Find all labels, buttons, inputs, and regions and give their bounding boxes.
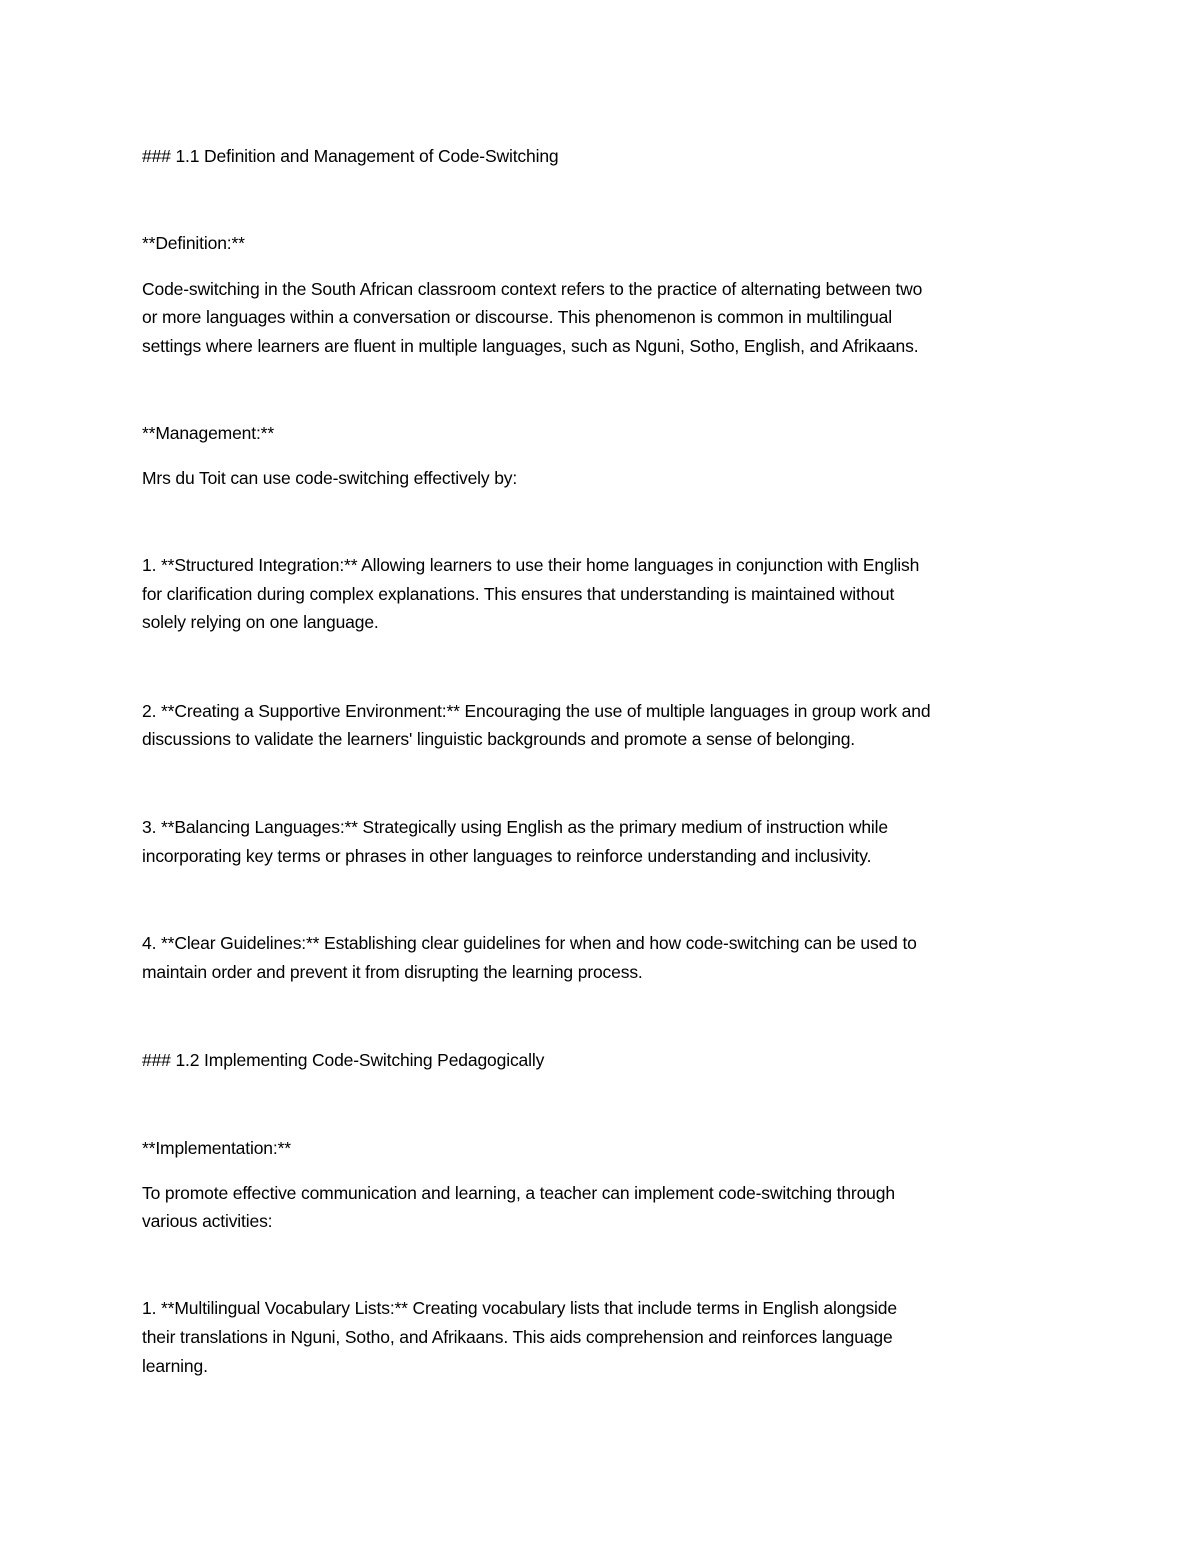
definition-label: **Definition:** (142, 233, 245, 253)
management-item-4-line: maintain order and prevent it from disrupting the learning process. (142, 962, 643, 982)
management-intro: Mrs du Toit can use code-switching effectively by: (142, 468, 518, 488)
management-item-1-line: solely relying on one language. (142, 612, 379, 632)
implementation-intro-line: To promote effective communication and learning, a teacher can implement code-switching through (142, 1183, 895, 1203)
management-item-4-line: 4. **Clear Guidelines:** Establishing clear guidelines for when and how code-switching can be used to (142, 933, 917, 953)
section-heading-1-1: ### 1.1 Definition and Management of Code-Switching (142, 146, 559, 166)
definition-text-line: or more languages within a conversation or discourse. This phenomenon is common in multilingual (142, 307, 892, 327)
management-item-1-line: for clarification during complex explanations. This ensures that understanding is maintained without (142, 584, 895, 604)
management-item-2-line: discussions to validate the learners' linguistic backgrounds and promote a sense of belonging. (142, 729, 856, 749)
management-label: **Management:** (142, 423, 274, 443)
management-item-1-line: 1. **Structured Integration:** Allowing learners to use their home languages in conjunction with English (142, 555, 920, 575)
implementation-item-1-line: 1. **Multilingual Vocabulary Lists:** Creating vocabulary lists that include terms in English alongside (142, 1298, 897, 1318)
implementation-item-1-line: learning. (142, 1356, 208, 1376)
management-item-3-line: 3. **Balancing Languages:** Strategically using English as the primary medium of instruction while (142, 817, 888, 837)
implementation-label: **Implementation:** (142, 1138, 291, 1158)
definition-text-line: Code-switching in the South African classroom context refers to the practice of alternating between two (142, 279, 923, 299)
implementation-intro-line: various activities: (142, 1211, 273, 1231)
management-item-2-line: 2. **Creating a Supportive Environment:** Encouraging the use of multiple languages in group work and (142, 701, 931, 721)
implementation-item-1-line: their translations in Nguni, Sotho, and Afrikaans. This aids comprehension and reinforces language (142, 1327, 893, 1347)
definition-text-line: settings where learners are fluent in multiple languages, such as Nguni, Sotho, English, and Afrikaans. (142, 336, 919, 356)
section-heading-1-2: ### 1.2 Implementing Code-Switching Pedagogically (142, 1050, 545, 1070)
management-item-3-line: incorporating key terms or phrases in other languages to reinforce understanding and inclusivity. (142, 846, 872, 866)
